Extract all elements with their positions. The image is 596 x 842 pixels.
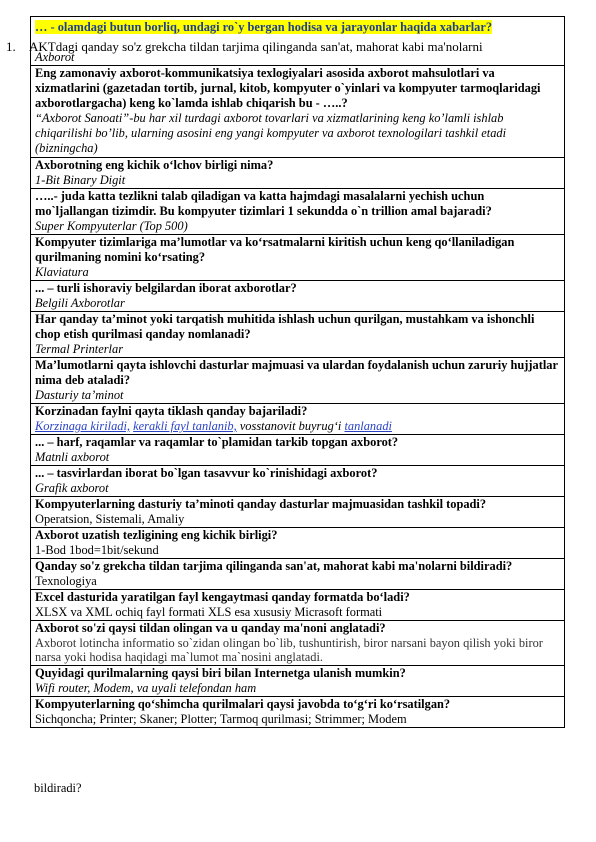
answer-text: Grafik axborot <box>35 481 109 495</box>
table-row <box>31 358 564 404</box>
question-text: …..- juda katta tezlikni talab qiladigan va katta hajmdagi masalalarni yechish uchun mo`ljallangan tizimdir. Bu kompyuter tizimlari 1 sekundda o`n trillion amal bajaradi? <box>35 189 492 218</box>
question-text: Kompyuterlarning qo‘shimcha qurilmalari qaysi javobda to‘g‘ri ko‘rsatilgan? <box>35 697 451 711</box>
table-row <box>31 666 564 697</box>
question-text: Har qanday ta’minot yoki tarqatish muhitida ishlash uchun qurilgan, mustahkam va ishonchli chop etish qurilmasi qanday nomlanadi? <box>35 312 535 341</box>
table-row <box>31 697 564 728</box>
table-row <box>31 621 564 666</box>
answer-text: “Axborot Sanoati”-bu har xil turdagi axborot tovarlari va xizmatlarining keng ko’lamli ishlab chiqarilishi bo’lib, ularning asosini eng yangi kompyuter va axborot texnologilari tashkil etadi (bizningcha) <box>35 111 507 155</box>
question-intro-text: AKTdagi qanday so'z grekcha tildan tarjima qilinganda san'at, mahorat kabi ma'nolarni <box>29 39 483 54</box>
table-row <box>31 281 564 312</box>
table-row <box>31 528 564 559</box>
answer-text: Matnli axborot <box>35 450 110 464</box>
table-row <box>31 158 564 189</box>
table-row <box>31 559 564 590</box>
table-row <box>31 312 564 358</box>
question-text: Quyidagi qurilmalarning qaysi biri bilan Internetga ulanish mumkin? <box>35 666 406 680</box>
question-text: Kompyuter tizimlariga ma’lumotlar va ko‘rsatmalarni kiritish uchun keng qo‘llaniladigan qurilmaning nomini ko‘rsating? <box>35 235 515 264</box>
answer-text: Termal Printerlar <box>35 342 124 356</box>
question-text: Axborot so'zi qaysi tildan olingan va u qanday ma'noni anglatadi? <box>35 621 386 635</box>
table-row <box>31 466 564 497</box>
table-row <box>31 404 564 435</box>
question-text: Kompyuterlarning dasturiy ta’minoti qanday dasturlar majmuasidan tashkil topadi? <box>35 497 487 511</box>
answer-text: Sichqoncha; Printer; Skaner; Plotter; Tarmoq qurilmasi; Strimmer; Modem <box>35 712 407 726</box>
table-row <box>31 435 564 466</box>
question-text: Axborotning eng kichik o‘lchov birligi nima? <box>35 158 274 172</box>
list-number-text: 1. <box>6 39 16 54</box>
answer-link-selected[interactable]: tanlanadi <box>344 419 392 433</box>
answer-text: Operatsion, Sistemali, Amaliy <box>35 512 185 526</box>
table-row <box>31 235 564 281</box>
question-text: Ma’lumotlarni qayta ishlovchi dasturlar majmuasi va ulardan foydalanish uchun zaruriy hujjatlar nima deb ataladi? <box>35 358 558 387</box>
answer-text: 1-Bit Binary Digit <box>35 173 126 187</box>
answer-text: Super Kompyuterlar (Top 500) <box>35 219 188 233</box>
answer-restore-command: vosstanovit buyrug‘i <box>239 419 342 433</box>
answer-text: Dasturiy ta’minot <box>35 388 124 402</box>
trailing-text: bildiradi? <box>34 781 82 795</box>
question-text: Excel dasturida yaratilgan fayl kengaytmasi qanday formatda bo‘ladi? <box>35 590 410 604</box>
question-text: ... – harf, raqamlar va raqamlar to`plamidan tarkib topgan axborot? <box>35 435 399 449</box>
answer-text: Klaviatura <box>35 265 89 279</box>
table-row <box>31 497 564 528</box>
question-text: ... – tasvirlardan iborat bo`lgan tasavvur ko`rinishidagi axborot? <box>35 466 378 480</box>
question-text: Axborot uzatish tezligining eng kichik birligi? <box>35 528 278 542</box>
answer-text: Texnologiya <box>35 574 97 588</box>
answer-text <box>35 419 560 433</box>
question-text: Qanday so'z grekcha tildan tarjima qilinganda san'at, mahorat kabi ma'nolarni bildiradi? <box>35 559 513 573</box>
table-row <box>31 590 564 621</box>
table-row <box>31 66 564 158</box>
answer-text: Axborot <box>35 50 75 64</box>
question-text: Korzinadan faylni qayta tiklash qanday bajariladi? <box>35 404 308 418</box>
answer-text: 1-Bod 1bod=1bit/sekund <box>35 543 159 557</box>
list-number <box>6 39 483 55</box>
answer-text: Axborot lotincha informatio so`zidan olingan bo`lib, tushuntirish, biror narsani bayon qilish yoki biror narsa yoki hodisa haqidagi ma`lumot ma`nosini anglatadi. <box>35 636 543 664</box>
question-text: Eng zamonaviy axborot-kommunikatsiya texlogiyalari asosida axborot mahsulotlari va xizmatlarini (gazetadan tortib, jurnal, kitob, kompyuter o`yinlari va kompyuter tarmoqlaridagi axborotlargacha) keng ko`lamda ishlab chiqarish bu - …..? <box>35 66 541 110</box>
answer-link-select-file[interactable]: kerakli fayl tanlanib, <box>133 419 237 433</box>
answer-link-enter-recycle-bin[interactable]: Korzinaga kiriladi, <box>35 419 131 433</box>
answer-text: Wifi router, Modem, va uyali telefondan ham <box>35 681 257 695</box>
qa-table <box>30 16 565 728</box>
answer-text: XLSX va XML ochiq fayl formati XLS esa xususiy Micrasoft formati <box>35 605 383 619</box>
question-text: ... – turli ishoraviy belgilardan iborat axborotlar? <box>35 281 297 295</box>
question-text: … - olamdagi butun borliq, undagi ro`y bergan hodisa va jarayonlar haqida xabarlar? <box>35 20 493 34</box>
table-row <box>31 189 564 235</box>
answer-text: Belgili Axborotlar <box>35 296 125 310</box>
